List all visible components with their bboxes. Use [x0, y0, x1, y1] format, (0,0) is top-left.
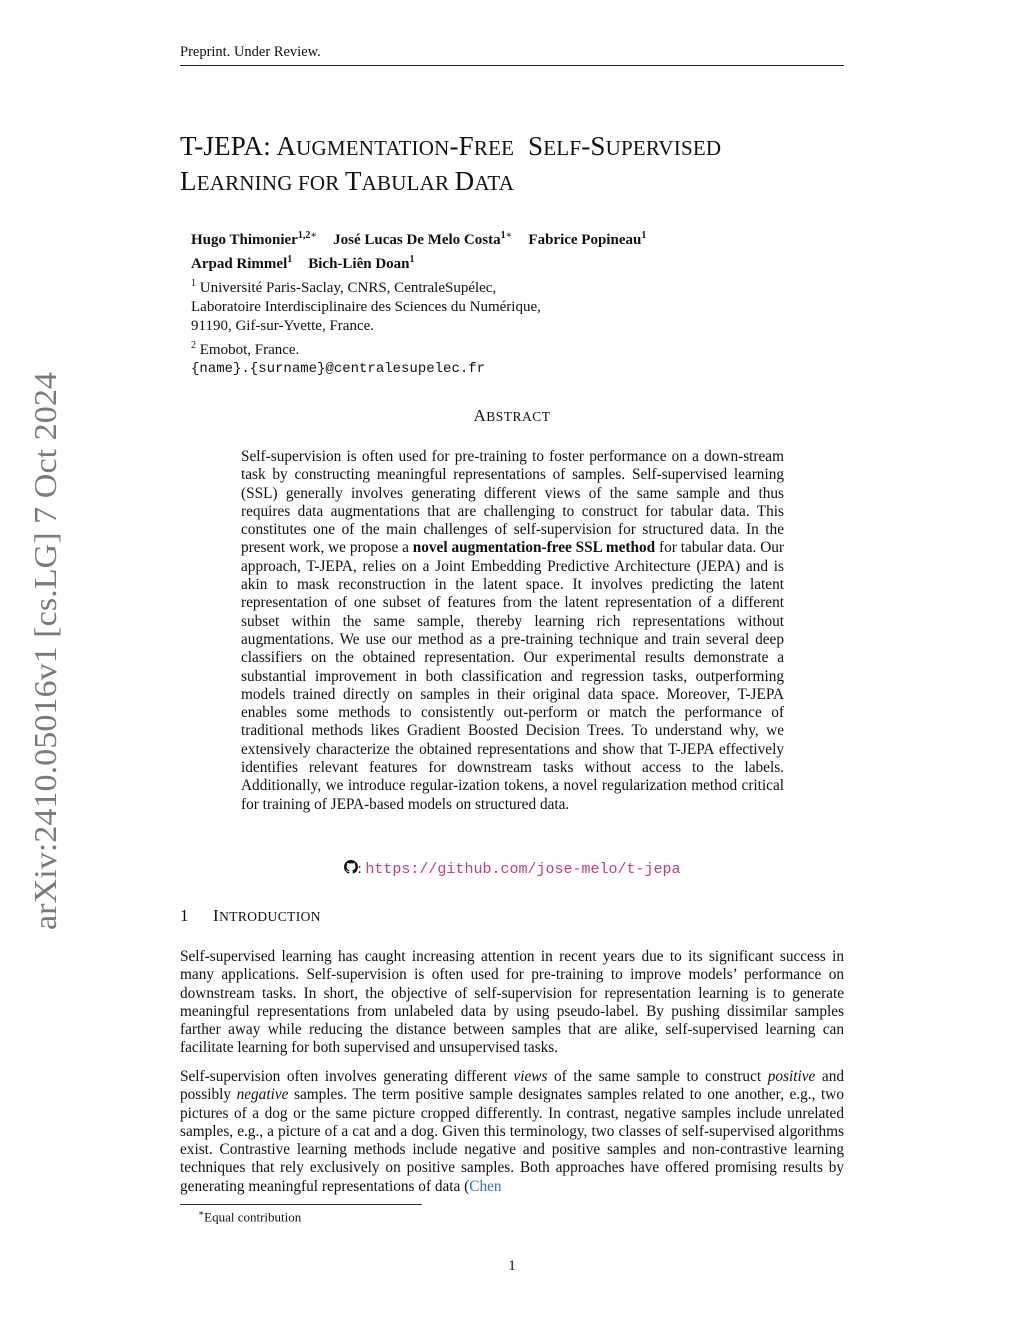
- page-number: 1: [508, 1258, 516, 1274]
- github-link[interactable]: https://github.com/jose-melo/t-jepa: [365, 861, 681, 878]
- affiliation-1-line-2: Laboratoire Interdisciplinaire des Sciences du Numérique,: [191, 299, 541, 315]
- abstract-heading: ABSTRACT: [473, 406, 551, 425]
- arxiv-side-stamp: [12, 370, 72, 930]
- affiliation-1-line-3: 91190, Gif-sur-Yvette, France.: [191, 318, 375, 334]
- author-line-1: Hugo Thimonier$^{1,2∗}$ José Lucas De Melo Costa$^{1∗}$ Fabrice Popineau$^1$: [191, 230, 647, 248]
- code-availability: : https://github.com/jose-melo/t-jepa: [0, 860, 1024, 878]
- abstract-text: Self-supervision is often used for pre-training to foster performance on a down-stream task by constructing meaningful representations of samples. Self-supervised learning (SSL) generally involves generating different views of the same sample and thus requires data augmentations that are challenging to construct for tabular data. This constitutes one of the main challenges of self-supervision for structured data. In the present work, we propose a novel augmentation-free SSL method for tabular data. Our approach, T-JEPA, relies on a Joint Embedding Predictive Architecture (JEPA) and is akin to mask reconstruction in the latent space. It involves predicting the latent representation of one subset of features from the latent representation of a different subset within the same sample, thereby learning rich representations without augmentations. We use our method as a pre-training technique and train several deep classifiers on the obtained representation. Our experimental results demonstrate a substantial improvement in both classification and regression tasks, outperforming models trained directly on samples in their original data space. Moreover, T-JEPA enables some methods to consistently out-perform or match the performance of traditional methods likes Gradient Boosted Decision Trees. To understand why, we extensively characterize the obtained representations and show that T-JEPA effectively identifies relevant features for downstream tasks without access to the labels. Additionally, we introduce regular-ization tokens, a novel regularization method critical for training of JEPA-based models on structured data.: [241, 448, 784, 813]
- author-line-2: Arpad Rimmel$^1$ Bich-Liên Doan$^1$: [191, 254, 415, 272]
- footnote-rule: [180, 1204, 422, 1205]
- title-text: T-JEPA: AUGMENTATION-FREE SELF-SUPERVISED LEARNING FOR TABULAR DATA: [180, 131, 722, 196]
- author-block: [191, 226, 831, 379]
- github-icon: [344, 860, 358, 874]
- affiliation-1: $^1$ Université Paris-Saclay, CNRS, CentraleSupélec,: [191, 278, 497, 296]
- author-email: {name}.{surname}@centralesupelec.fr: [191, 361, 486, 377]
- running-head: Preprint. Under Review.: [180, 44, 321, 60]
- arxiv-stamp-text: arXiv:2410.05016v1 [cs.LG] 7 Oct 2024: [27, 407, 63, 930]
- paper-title: [180, 130, 880, 200]
- affiliation-2: $^2$ Emobot, France.: [191, 340, 300, 358]
- section-heading-introduction: 1 INTRODUCTION: [180, 906, 321, 925]
- footnote: ∗Equal contribution: [198, 1208, 302, 1225]
- header-rule: [180, 65, 844, 66]
- citation-link[interactable]: Chen: [469, 1177, 502, 1195]
- abstract-highlight: novel augmentation-free SSL method: [412, 539, 656, 557]
- intro-paragraph-1: Self-supervised learning has caught increasing attention in recent years due to its significant success in many applications. Self-supervision is often used for pre-training to improve models’ performance on downstream tasks. In short, the objective of self-supervision for representation learning is to generate meaningful representations from unlabeled data by using pseudo-label. By pushing dissimilar samples farther away while reducing the distance between samples that are alike, self-supervised learning can facilitate learning for both supervised and unsupervised tasks.: [180, 948, 844, 1057]
- intro-paragraph-2: Self-supervision often involves generating different views of the same sample to construct positive and possibly negative samples. The term positive sample designates samples related to one another, e.g., two pictures of a dog or the same picture cropped differently. In contrast, negative samples include unrelated samples, e.g., a picture of a cat and a dog. Given this terminology, two classes of self-supervised algorithms exist. Contrastive learning methods include negative and positive samples and non-contrastive learning techniques that rely exclusively on positive samples. Both approaches have offered promising results by generating meaningful representations of data (Chen: [180, 1068, 844, 1195]
